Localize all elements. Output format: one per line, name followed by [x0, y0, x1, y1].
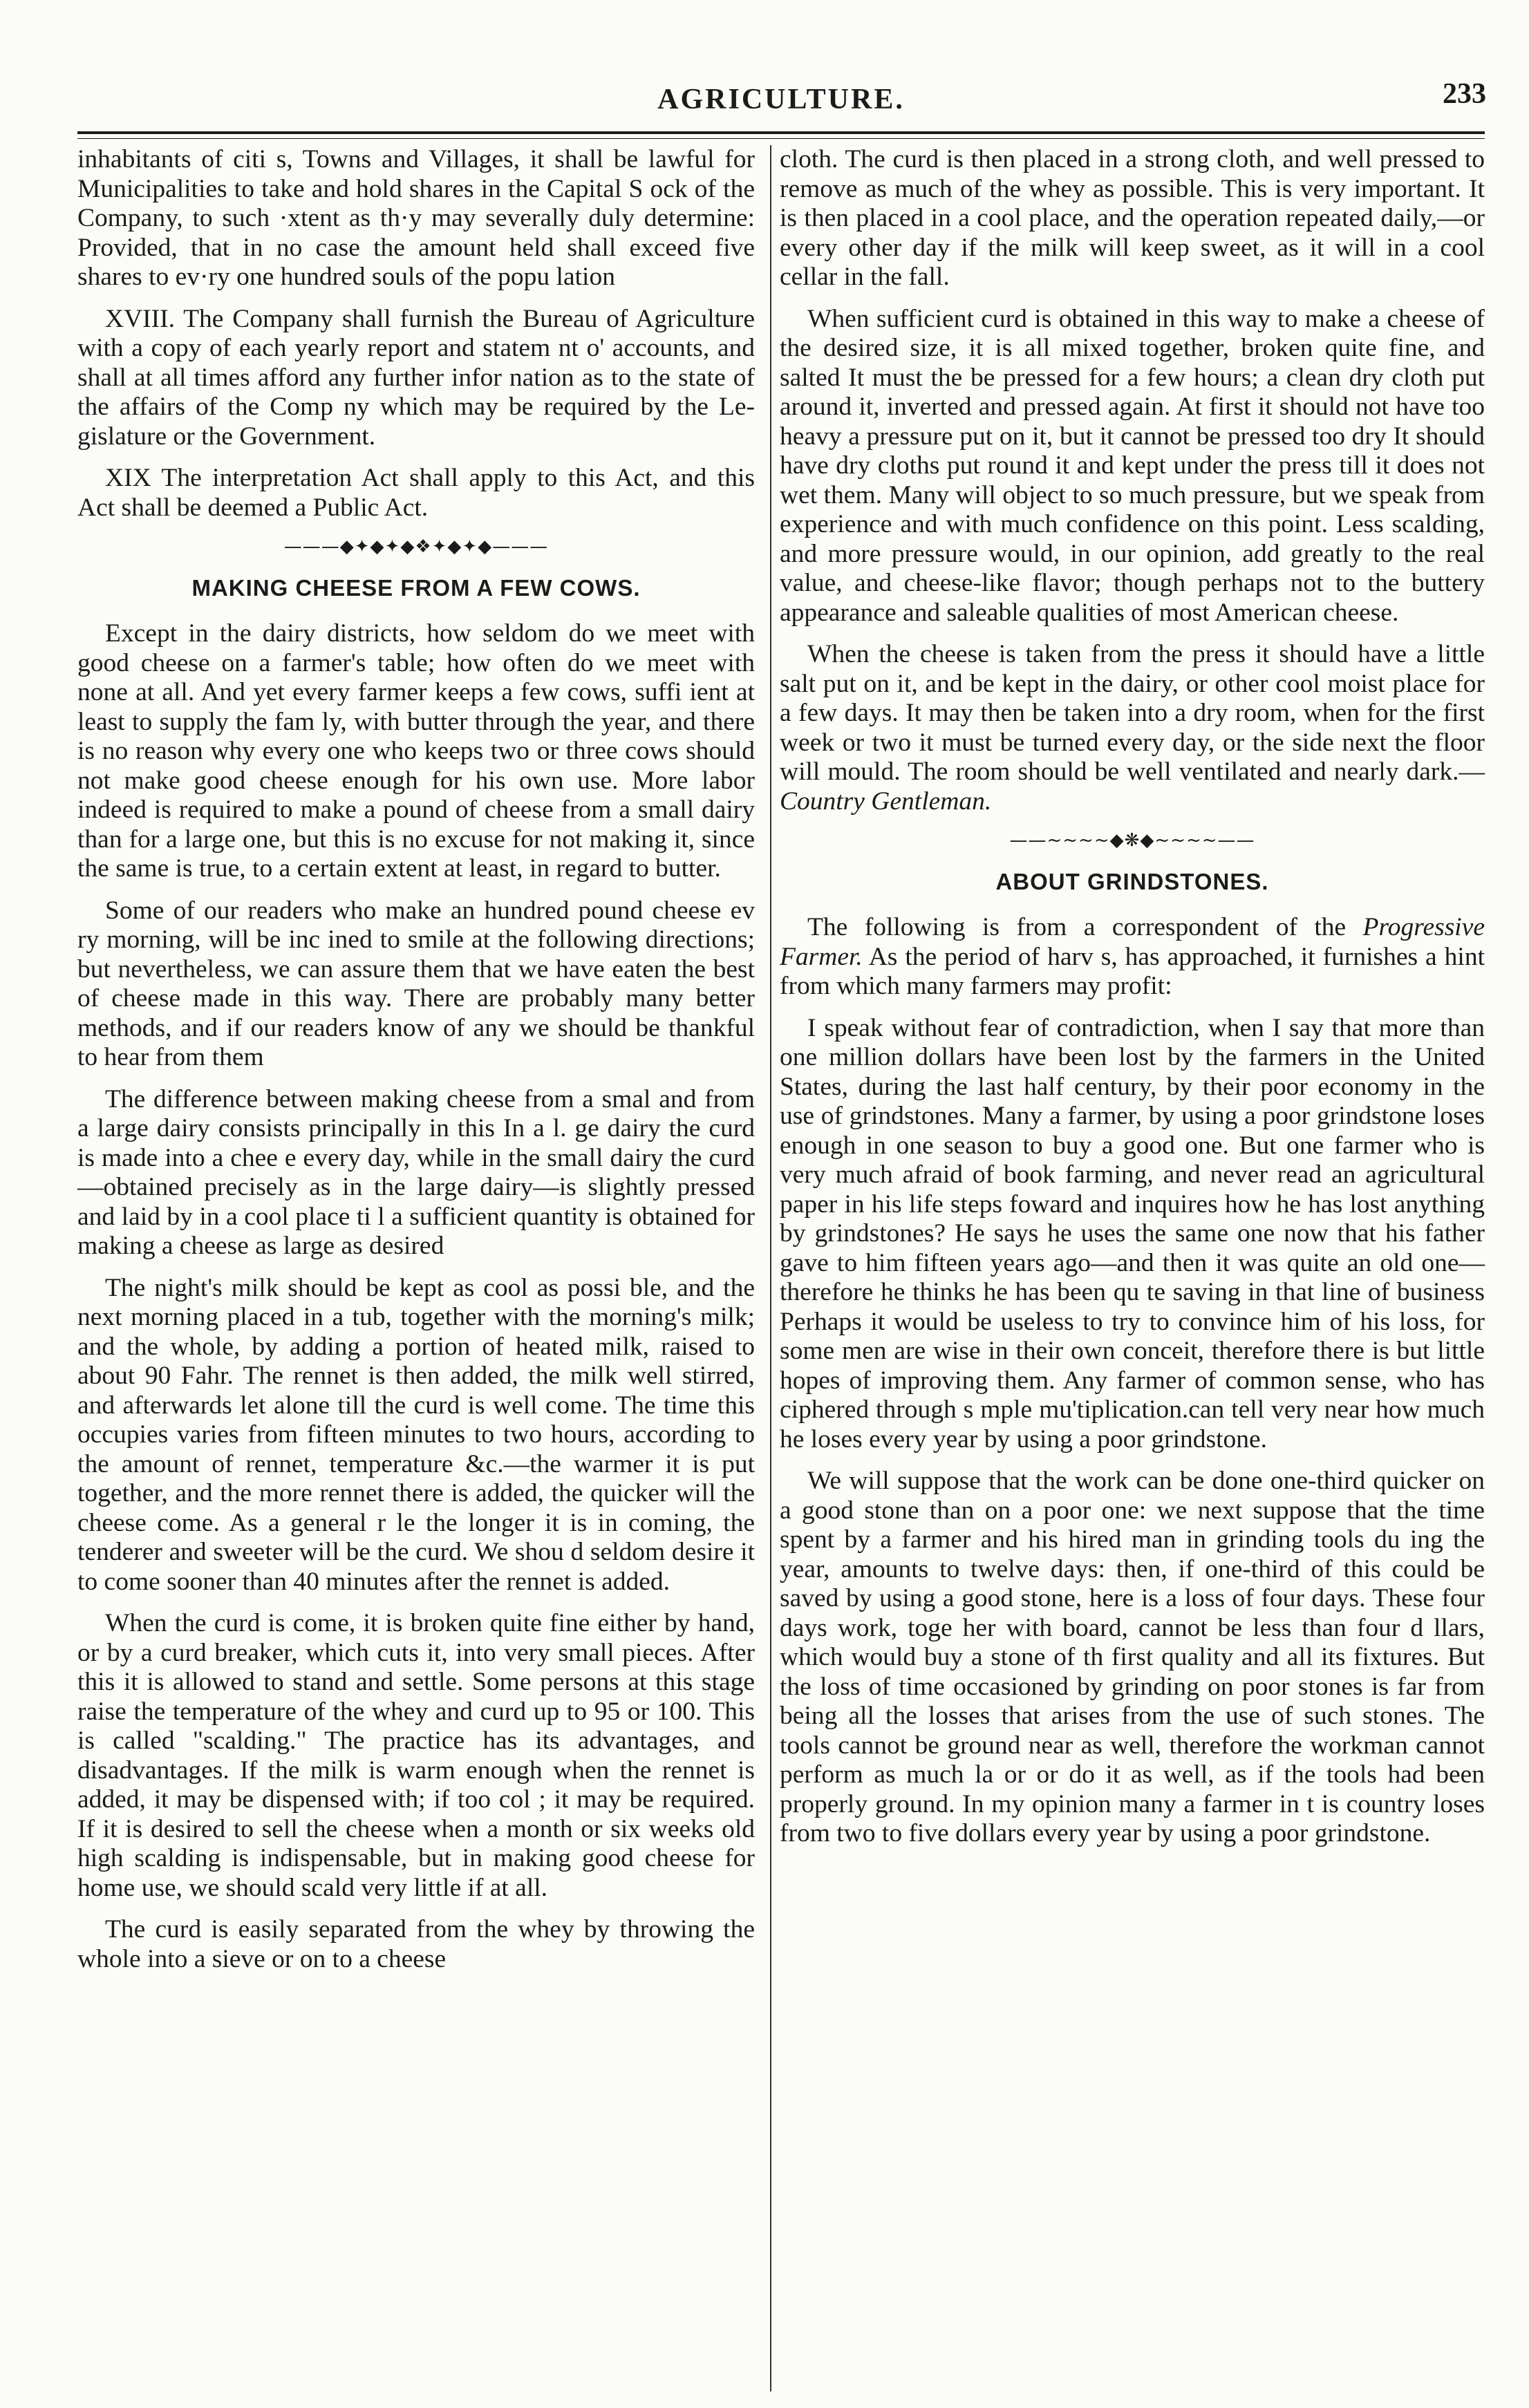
ornamental-divider: ———◆✦◆✦◆❖✦◆✦◆———: [283, 536, 549, 557]
left-column: [77, 145, 755, 1986]
article-heading-grindstones: ABOUT GRINDSTONES.: [995, 869, 1269, 894]
column-divider: [770, 145, 771, 2391]
paragraph: The night's milk should be kept as cool as possi ble, and the next morning placed in a tub, together with the morning's milk; and the whole, by adding a portion of heated milk, raised to about 90 Fahr. The rennet is then added, the milk well stirred, and afterwards let alone till the curd is well come. The time this occupies varies from fifteen minutes to two hours, according to the amount of rennet, temperature &c.—the warmer it is put together, and the more rennet there is added, the quicker will the cheese come. As a general r le the longer it is in coming, the tenderer and sweeter will be the curd. We shou d seldom desire it to come sooner than 40 minutes after the rennet is added.: [77, 1273, 755, 1596]
paragraph: cloth. The curd is then placed in a strong cloth, and well pressed to remove as much of the whey as possible. This is very important. It is then placed in a cool place, and the operation repeated daily,—or every other day if the milk will keep sweet, as it will in a cool cellar in the fall.: [780, 145, 1485, 291]
source-credit: Country Gentleman.: [780, 787, 992, 816]
source-credit: Progressive Farmer.: [780, 913, 1485, 971]
paragraph-text: When the cheese is taken from the press it should have a little salt put on it, and be kept in the dairy, or other cool moist place for a few days. It may then be taken into a dry room, when for the first week or two it must be turned every day, or the side next the floor will mould. The room should be well ventilated and nearly dark.—: [780, 640, 1485, 786]
paragraph: [780, 640, 1485, 816]
paragraph: XIX The interpretation Act shall apply to this Act, and this Act shall be deemed a Public Act.: [77, 464, 755, 522]
paragraph: We will suppose that the work can be done one-third quicker on a good stone than on a poor one: we next suppose that the time spent by a farmer and his hired man in grinding tools du ing the year, amounts to twelve days: then, if one-third of this could be saved by using a good stone, here is a loss of four days. These four days work, toge her with board, cannot be less than four d llars, which would buy a stone of th first quality and all its fixtures. But the loss of time occasioned by grinding on poor stones is far from being all the losses that arises from the use of such stones. The tools cannot be ground near as well, therefore the workman cannot perform as much la or or do it as well, as if the tools had been properly ground. In my opinion many a farmer in t is country loses from two to five dollars every year by using a poor grindstone.: [780, 1467, 1485, 1847]
paragraph: When the curd is come, it is broken quite fine either by hand, or by a curd breaker, which cuts it, into very small pieces. After this it is allowed to stand and settle. Some persons at this stage raise the temperature of the whey and curd up to 95 or 100. This is called "scalding." The practice has its advantages, and disadvantages. If the milk is warm enough when the rennet is added, it may be dispensed with; if too col ; it may be required. If it is desired to sell the cheese when a month or six weeks old high scalding is indispensable, but in making good cheese for home use, we should scald very little if at all.: [77, 1609, 755, 1902]
paragraph: [780, 913, 1485, 1001]
paragraph: Some of our readers who make an hundred pound cheese ev ry morning, will be inc ined to smile at the following directions; but nevertheless, we can assure them that we have eaten the best of cheese made in this way. There are probably many better methods, and if our readers know of any we should be thankful to hear from them: [77, 896, 755, 1071]
right-column: [780, 145, 1485, 1861]
paragraph: inhabitants of citi s, Towns and Villages, it shall be lawful for Municipalities to take and hold shares in the Capital S ock of the Company, to such ·xtent as th·y may severally duly determine: Provided, that in no case the amount held shall exceed five shares to ev·ry one hundred souls of the popu lation: [77, 145, 755, 291]
section-title: AGRICULTURE.: [657, 84, 905, 115]
paragraph-text: As the period of harv s, has approached, it furnishes a hint from which many farmers may profit:: [780, 942, 1485, 1000]
paragraph-text: The following is from a correspondent of the: [807, 913, 1363, 941]
header-rule: [77, 131, 1485, 139]
paragraph: When sufficient curd is obtained in this way to make a cheese of the desired size, it is all mixed together, broken quite fine, and salted It must the be pressed for a few hours; a clean dry cloth put around it, inverted and pressed again. At first it should not have too heavy a pressure put on it, but it cannot be pressed too dry It should have dry cloths put round it and kept under the press till it does not wet them. Many will object to so much pressure, but we speak from experience and with much confidence on this point. Less scalding, and more pressure would, in our opinion, add greatly to the real value, and cheese-like flavor; though perhaps not to the buttery appearance and saleable qualities of most American cheese.: [780, 304, 1485, 627]
paragraph: I speak without fear of contradiction, when I say that more than one million dollars have been lost by the farmers in the United States, during the last half century, by their poor economy in the use of grindstones. Many a farmer, by using a poor grindstone loses enough in one season to buy a good one. But one farmer who is very much afraid of book farming, and never read an agricultural paper in his life steps foward and inquires how he has lost anything by grindstones? He says he uses the same one now that his father gave to him fifteen years ago—and then it was quite an old one—therefore he thinks he has been qu te saving in that line of business Perhaps it would be useless to try to convince him of his loss, for some men are wise in their own conceit, therefore there is but little hopes of improving them. Any farmer of common sense, who has ciphered through s mple mu'tiplication.can tell very near how much he loses every year by using a poor grindstone.: [780, 1013, 1485, 1454]
page-number: 233: [1443, 78, 1486, 110]
paragraph: The difference between making cheese from a smal and from a large dairy consists principally in this In a l. ge dairy the curd is made into a chee e every day, while in the small dairy the curd—obtained precisely as in the large dairy—is slightly pressed and laid by in a cool place ti l a sufficient quantity is obtained for making a cheese as large as desired: [77, 1084, 755, 1260]
paragraph: The curd is easily separated from the whey by throwing the whole into a sieve or on to a cheese: [77, 1915, 755, 1973]
ornamental-divider: ——~~~~◆❋◆~~~~——: [1009, 830, 1255, 851]
running-head: [76, 78, 1486, 124]
paragraph: Except in the dairy districts, how seldom do we meet with good cheese on a farmer's table; how often do we meet with none at all. And yet every farmer keeps a few cows, suffi ient at least to supply the fam ly, with butter through the year, and there is no reason why every one who keeps two or three cows should not make good cheese enough for his own use. More labor indeed is required to make a pound of cheese from a small dairy than for a large one, but this is no excuse for not making it, since the same is true, to a certain extent at least, in regard to butter.: [77, 619, 755, 883]
paragraph: XVIII. The Company shall furnish the Bureau of Agriculture with a copy of each yearly report and statem nt o' accounts, and shall at all times afford any further infor nation as to the state of the affairs of the Comp ny which may be required by the Le- gislature or the Government.: [77, 304, 755, 451]
article-heading-cheese: MAKING CHEESE FROM A FEW COWS.: [191, 575, 641, 601]
